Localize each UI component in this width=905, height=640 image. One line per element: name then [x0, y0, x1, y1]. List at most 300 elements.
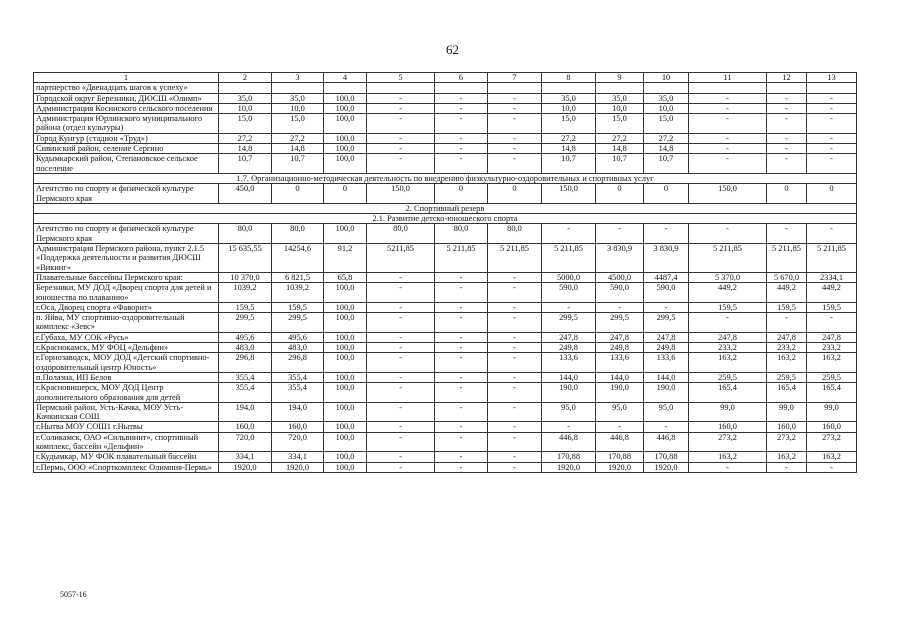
- table-row: [34, 144, 857, 154]
- value-cell: 299,5: [219, 313, 272, 333]
- value-cell: 495,6: [272, 332, 324, 342]
- value-cell: 163,2: [807, 353, 857, 373]
- value-cell: -: [367, 422, 435, 432]
- value-cell: -: [689, 93, 767, 103]
- table-row: [34, 244, 857, 273]
- value-cell: 100,0: [324, 144, 367, 154]
- value-cell: 0: [767, 184, 807, 204]
- value-cell: 144,0: [644, 372, 689, 382]
- value-cell: 163,2: [689, 452, 767, 462]
- value-cell: 80,0: [367, 224, 435, 244]
- value-cell: -: [488, 452, 542, 462]
- value-cell: 165,4: [767, 383, 807, 403]
- value-cell: 247,8: [644, 332, 689, 342]
- value-cell: -: [367, 452, 435, 462]
- value-cell: 159,5: [807, 302, 857, 312]
- value-cell: 160,0: [272, 422, 324, 432]
- value-cell: -: [767, 313, 807, 333]
- value-cell: 1920,0: [219, 462, 272, 472]
- value-cell: 150,0: [367, 184, 435, 204]
- organization-name-cell: Кудымкарский район, Степановское сельское поселение: [34, 154, 219, 174]
- value-cell: 355,4: [272, 383, 324, 403]
- organization-name-cell: г.Пермь, ООО «Спорткомплекс Олимпия-Пермь»: [34, 462, 219, 472]
- value-cell: 91,2: [324, 244, 367, 273]
- header-row: [34, 73, 857, 83]
- value-cell: 446,8: [542, 432, 596, 452]
- value-cell: -: [807, 103, 857, 113]
- table-row: [34, 313, 857, 333]
- value-cell: 163,2: [767, 353, 807, 373]
- value-cell: 1920,0: [272, 462, 324, 472]
- value-cell: -: [689, 133, 767, 143]
- value-cell: 14,8: [596, 144, 644, 154]
- value-cell: 65,8: [324, 272, 367, 282]
- value-cell: -: [435, 313, 488, 333]
- value-cell: -: [488, 432, 542, 452]
- table-row: [34, 224, 857, 244]
- value-cell: -: [367, 283, 435, 303]
- organization-name-cell: Администрация Косинского сельского поселения: [34, 103, 219, 113]
- header-cell: 12: [767, 73, 807, 83]
- organization-name-cell: Березники, МУ ДОД «Дворец спорта для детей и юношества по плаванию»: [34, 283, 219, 303]
- value-cell: -: [488, 144, 542, 154]
- value-cell: 15,0: [542, 114, 596, 134]
- value-cell: -: [435, 402, 488, 422]
- value-cell: 27,2: [542, 133, 596, 143]
- value-cell: -: [488, 283, 542, 303]
- value-cell: -: [435, 462, 488, 472]
- value-cell: -: [367, 103, 435, 113]
- value-cell: -: [807, 144, 857, 154]
- value-cell: -: [689, 154, 767, 174]
- value-cell: 449,2: [807, 283, 857, 303]
- value-cell: 1039,2: [272, 283, 324, 303]
- value-cell: 483,0: [219, 343, 272, 353]
- budget-table: [33, 72, 857, 473]
- value-cell: -: [542, 224, 596, 244]
- value-cell: 5 211,85: [542, 244, 596, 273]
- value-cell: -: [644, 224, 689, 244]
- value-cell: [272, 83, 324, 93]
- value-cell: [324, 83, 367, 93]
- value-cell: 259,5: [689, 372, 767, 382]
- value-cell: 100,0: [324, 302, 367, 312]
- header-cell: 7: [488, 73, 542, 83]
- table-row: [34, 133, 857, 143]
- value-cell: -: [435, 343, 488, 353]
- value-cell: 449,2: [767, 283, 807, 303]
- organization-name-cell: Агентство по спорту и физической культуре Пермского края: [34, 224, 219, 244]
- value-cell: 247,8: [596, 332, 644, 342]
- value-cell: -: [488, 353, 542, 373]
- value-cell: 165,4: [689, 383, 767, 403]
- table-row: [34, 432, 857, 452]
- document-code: 5057-16: [60, 590, 87, 599]
- organization-name-cell: г.Краснокамск, МУ ФОЦ «Дельфин»: [34, 343, 219, 353]
- value-cell: 273,2: [689, 432, 767, 452]
- value-cell: -: [767, 154, 807, 174]
- organization-name-cell: п.Полазна, ИП Белов: [34, 372, 219, 382]
- value-cell: 144,0: [596, 372, 644, 382]
- value-cell: [767, 83, 807, 93]
- value-cell: -: [807, 154, 857, 174]
- value-cell: -: [689, 114, 767, 134]
- table-row: [34, 402, 857, 422]
- value-cell: 14,8: [272, 144, 324, 154]
- value-cell: -: [367, 332, 435, 342]
- value-cell: 483,0: [272, 343, 324, 353]
- value-cell: -: [488, 103, 542, 113]
- value-cell: 100,0: [324, 372, 367, 382]
- value-cell: 259,5: [807, 372, 857, 382]
- value-cell: 10,0: [596, 103, 644, 113]
- value-cell: 590,0: [542, 283, 596, 303]
- value-cell: 299,5: [542, 313, 596, 333]
- value-cell: 296,8: [272, 353, 324, 373]
- value-cell: 100,0: [324, 103, 367, 113]
- value-cell: 14,8: [644, 144, 689, 154]
- organization-name-cell: г.Оса, Дворец спорта «Фаворит»: [34, 302, 219, 312]
- value-cell: 334,1: [219, 452, 272, 462]
- value-cell: -: [689, 224, 767, 244]
- header-cell: 3: [272, 73, 324, 83]
- value-cell: 3 830,9: [644, 244, 689, 273]
- value-cell: -: [367, 432, 435, 452]
- header-cell: 5: [367, 73, 435, 83]
- value-cell: -: [367, 353, 435, 373]
- value-cell: -: [807, 462, 857, 472]
- header-cell: 2: [219, 73, 272, 83]
- value-cell: -: [367, 144, 435, 154]
- value-cell: 190,0: [542, 383, 596, 403]
- table-row: [34, 272, 857, 282]
- value-cell: -: [435, 452, 488, 462]
- organization-name-cell: г.Кудымкар, МУ ФОК плавательный бассейн: [34, 452, 219, 462]
- value-cell: -: [807, 224, 857, 244]
- value-cell: 144,0: [542, 372, 596, 382]
- value-cell: -: [367, 93, 435, 103]
- value-cell: -: [435, 93, 488, 103]
- value-cell: 165,4: [807, 383, 857, 403]
- value-cell: -: [807, 114, 857, 134]
- page-number: 62: [446, 42, 459, 57]
- value-cell: -: [689, 144, 767, 154]
- value-cell: -: [435, 432, 488, 452]
- value-cell: 80,0: [488, 224, 542, 244]
- value-cell: 35,0: [542, 93, 596, 103]
- value-cell: 190,0: [596, 383, 644, 403]
- value-cell: 299,5: [272, 313, 324, 333]
- value-cell: 35,0: [596, 93, 644, 103]
- value-cell: 273,2: [767, 432, 807, 452]
- value-cell: 247,8: [767, 332, 807, 342]
- header-cell: 6: [435, 73, 488, 83]
- value-cell: 95,0: [596, 402, 644, 422]
- value-cell: -: [488, 302, 542, 312]
- value-cell: 273,2: [807, 432, 857, 452]
- value-cell: [807, 83, 857, 93]
- table-row: [34, 462, 857, 472]
- value-cell: 10,0: [542, 103, 596, 113]
- value-cell: 160,0: [689, 422, 767, 432]
- value-cell: 80,0: [272, 224, 324, 244]
- value-cell: 5 211,85: [689, 244, 767, 273]
- value-cell: 159,5: [689, 302, 767, 312]
- value-cell: -: [435, 103, 488, 113]
- table-row: [34, 343, 857, 353]
- value-cell: -: [367, 383, 435, 403]
- value-cell: 100,0: [324, 283, 367, 303]
- value-cell: 495,6: [219, 332, 272, 342]
- value-cell: -: [488, 154, 542, 174]
- value-cell: 10,7: [542, 154, 596, 174]
- value-cell: 6 821,5: [272, 272, 324, 282]
- value-cell: -: [435, 372, 488, 382]
- value-cell: 163,2: [807, 452, 857, 462]
- value-cell: -: [488, 272, 542, 282]
- header-cell: 4: [324, 73, 367, 83]
- value-cell: 95,0: [542, 402, 596, 422]
- value-cell: 10,7: [272, 154, 324, 174]
- header-cell: 11: [689, 73, 767, 83]
- value-cell: 100,0: [324, 383, 367, 403]
- value-cell: [596, 83, 644, 93]
- value-cell: -: [367, 402, 435, 422]
- value-cell: 27,2: [596, 133, 644, 143]
- value-cell: -: [807, 93, 857, 103]
- value-cell: 355,4: [219, 383, 272, 403]
- value-cell: 15,0: [272, 114, 324, 134]
- header-cell: 10: [644, 73, 689, 83]
- value-cell: 100,0: [324, 462, 367, 472]
- value-cell: -: [644, 302, 689, 312]
- value-cell: 100,0: [324, 93, 367, 103]
- organization-name-cell: партнерство «Двенадцать шагов к успеху»: [34, 83, 219, 93]
- value-cell: 35,0: [644, 93, 689, 103]
- value-cell: -: [596, 422, 644, 432]
- section-heading-row: [34, 173, 857, 183]
- value-cell: -: [488, 462, 542, 472]
- value-cell: 334,1: [272, 452, 324, 462]
- value-cell: 100,0: [324, 452, 367, 462]
- value-cell: [488, 83, 542, 93]
- value-cell: -: [807, 133, 857, 143]
- value-cell: 249,8: [542, 343, 596, 353]
- value-cell: 100,0: [324, 422, 367, 432]
- organization-name-cell: Городской округ Березники, ДЮСШ «Олимп»: [34, 93, 219, 103]
- value-cell: 259,5: [767, 372, 807, 382]
- value-cell: [542, 83, 596, 93]
- value-cell: -: [435, 133, 488, 143]
- value-cell: 14,8: [542, 144, 596, 154]
- value-cell: -: [488, 402, 542, 422]
- value-cell: 3 830,9: [596, 244, 644, 273]
- value-cell: -: [488, 383, 542, 403]
- value-cell: 80,0: [435, 224, 488, 244]
- value-cell: -: [367, 133, 435, 143]
- value-cell: 15,0: [596, 114, 644, 134]
- value-cell: 720,0: [272, 432, 324, 452]
- value-cell: -: [767, 462, 807, 472]
- value-cell: -: [767, 114, 807, 134]
- value-cell: -: [488, 133, 542, 143]
- value-cell: 10,7: [219, 154, 272, 174]
- value-cell: -: [767, 93, 807, 103]
- organization-name-cell: г.Нытва МОУ СОШ1 г.Нытвы: [34, 422, 219, 432]
- value-cell: -: [435, 114, 488, 134]
- value-cell: -: [367, 302, 435, 312]
- value-cell: 446,8: [596, 432, 644, 452]
- value-cell: 249,8: [596, 343, 644, 353]
- value-cell: 355,4: [272, 372, 324, 382]
- value-cell: -: [689, 462, 767, 472]
- value-cell: 0: [488, 184, 542, 204]
- value-cell: 296,8: [219, 353, 272, 373]
- value-cell: 100,0: [324, 224, 367, 244]
- value-cell: -: [488, 422, 542, 432]
- value-cell: -: [596, 302, 644, 312]
- value-cell: -: [644, 422, 689, 432]
- organization-name-cell: Администрация Юрлинского муниципального района (отдел культуры): [34, 114, 219, 134]
- value-cell: 190,0: [644, 383, 689, 403]
- value-cell: -: [435, 353, 488, 373]
- value-cell: 590,0: [596, 283, 644, 303]
- value-cell: -: [367, 154, 435, 174]
- value-cell: 1920,0: [542, 462, 596, 472]
- value-cell: 5 211,85: [488, 244, 542, 273]
- value-cell: -: [367, 462, 435, 472]
- value-cell: 100,0: [324, 402, 367, 422]
- value-cell: 99,0: [807, 402, 857, 422]
- value-cell: 5 211,85: [435, 244, 488, 273]
- value-cell: 1039,2: [219, 283, 272, 303]
- value-cell: -: [435, 302, 488, 312]
- organization-name-cell: г.Губаха, МУ СОК «Русь»: [34, 332, 219, 342]
- value-cell: [644, 83, 689, 93]
- table-row: [34, 184, 857, 204]
- value-cell: 150,0: [689, 184, 767, 204]
- value-cell: 0: [324, 184, 367, 204]
- value-cell: 450,0: [219, 184, 272, 204]
- value-cell: 99,0: [767, 402, 807, 422]
- value-cell: 5 211,85: [807, 244, 857, 273]
- value-cell: 10 370,0: [219, 272, 272, 282]
- organization-name-cell: Город Кунгур (стадион «Труд»): [34, 133, 219, 143]
- value-cell: 5211,85: [367, 244, 435, 273]
- header-cell: 9: [596, 73, 644, 83]
- table-row: [34, 93, 857, 103]
- section-heading: 1.7. Организационно-методическая деятельность по внедрению физкультурно-оздоровительных и спортивных услуг: [34, 173, 857, 183]
- value-cell: 2334,1: [807, 272, 857, 282]
- organization-name-cell: п. Яйва, МУ спортивно-оздоровительный комплекс «Зевс»: [34, 313, 219, 333]
- value-cell: 355,4: [219, 372, 272, 382]
- organization-name-cell: Плавательные бассейны Пермского края:: [34, 272, 219, 282]
- table-row: [34, 283, 857, 303]
- value-cell: 163,2: [767, 452, 807, 462]
- value-cell: 100,0: [324, 154, 367, 174]
- table-row: [34, 114, 857, 134]
- table-row: [34, 452, 857, 462]
- table-row: [34, 422, 857, 432]
- value-cell: 15,0: [644, 114, 689, 134]
- value-cell: 10,7: [644, 154, 689, 174]
- value-cell: 0: [272, 184, 324, 204]
- table-row: [34, 154, 857, 174]
- value-cell: 14254,6: [272, 244, 324, 273]
- value-cell: 1920,0: [644, 462, 689, 472]
- value-cell: 100,0: [324, 332, 367, 342]
- value-cell: 5 211,85: [767, 244, 807, 273]
- value-cell: -: [542, 422, 596, 432]
- value-cell: 194,0: [219, 402, 272, 422]
- value-cell: -: [767, 224, 807, 244]
- value-cell: 14,8: [219, 144, 272, 154]
- value-cell: -: [767, 103, 807, 113]
- header-cell: 13: [807, 73, 857, 83]
- value-cell: 159,5: [767, 302, 807, 312]
- value-cell: 720,0: [219, 432, 272, 452]
- value-cell: -: [488, 372, 542, 382]
- value-cell: 133,6: [542, 353, 596, 373]
- value-cell: 10,7: [596, 154, 644, 174]
- value-cell: 100,0: [324, 313, 367, 333]
- value-cell: 100,0: [324, 343, 367, 353]
- value-cell: -: [488, 93, 542, 103]
- value-cell: 0: [596, 184, 644, 204]
- table-row: [34, 372, 857, 382]
- value-cell: -: [367, 313, 435, 333]
- value-cell: -: [435, 144, 488, 154]
- value-cell: 100,0: [324, 114, 367, 134]
- value-cell: 590,0: [644, 283, 689, 303]
- value-cell: 5000,0: [542, 272, 596, 282]
- value-cell: 194,0: [272, 402, 324, 422]
- value-cell: -: [367, 272, 435, 282]
- value-cell: -: [767, 144, 807, 154]
- value-cell: -: [488, 313, 542, 333]
- header-cell: 8: [542, 73, 596, 83]
- value-cell: 133,6: [596, 353, 644, 373]
- value-cell: 10,0: [644, 103, 689, 113]
- value-cell: 160,0: [767, 422, 807, 432]
- value-cell: -: [367, 114, 435, 134]
- organization-name-cell: Агентство по спорту и физической культуре Пермского края: [34, 184, 219, 204]
- value-cell: -: [435, 383, 488, 403]
- value-cell: 10,0: [272, 103, 324, 113]
- value-cell: 247,8: [542, 332, 596, 342]
- value-cell: 150,0: [542, 184, 596, 204]
- value-cell: 100,0: [324, 432, 367, 452]
- value-cell: 160,0: [219, 422, 272, 432]
- value-cell: 133,6: [644, 353, 689, 373]
- value-cell: 15 635,55: [219, 244, 272, 273]
- value-cell: 35,0: [272, 93, 324, 103]
- value-cell: 95,0: [644, 402, 689, 422]
- value-cell: 159,5: [219, 302, 272, 312]
- value-cell: [219, 83, 272, 93]
- value-cell: -: [689, 313, 767, 333]
- value-cell: -: [435, 154, 488, 174]
- value-cell: 15,0: [219, 114, 272, 134]
- value-cell: 5 370,0: [689, 272, 767, 282]
- organization-name-cell: г.Горнозаводск, МОУ ДОД «Детский спортивно-оздоровительный центр Юность»: [34, 353, 219, 373]
- section-heading-row: [34, 203, 857, 213]
- value-cell: 80,0: [219, 224, 272, 244]
- value-cell: 163,2: [689, 353, 767, 373]
- value-cell: 1920,0: [596, 462, 644, 472]
- value-cell: 449,2: [689, 283, 767, 303]
- value-cell: 4487,4: [644, 272, 689, 282]
